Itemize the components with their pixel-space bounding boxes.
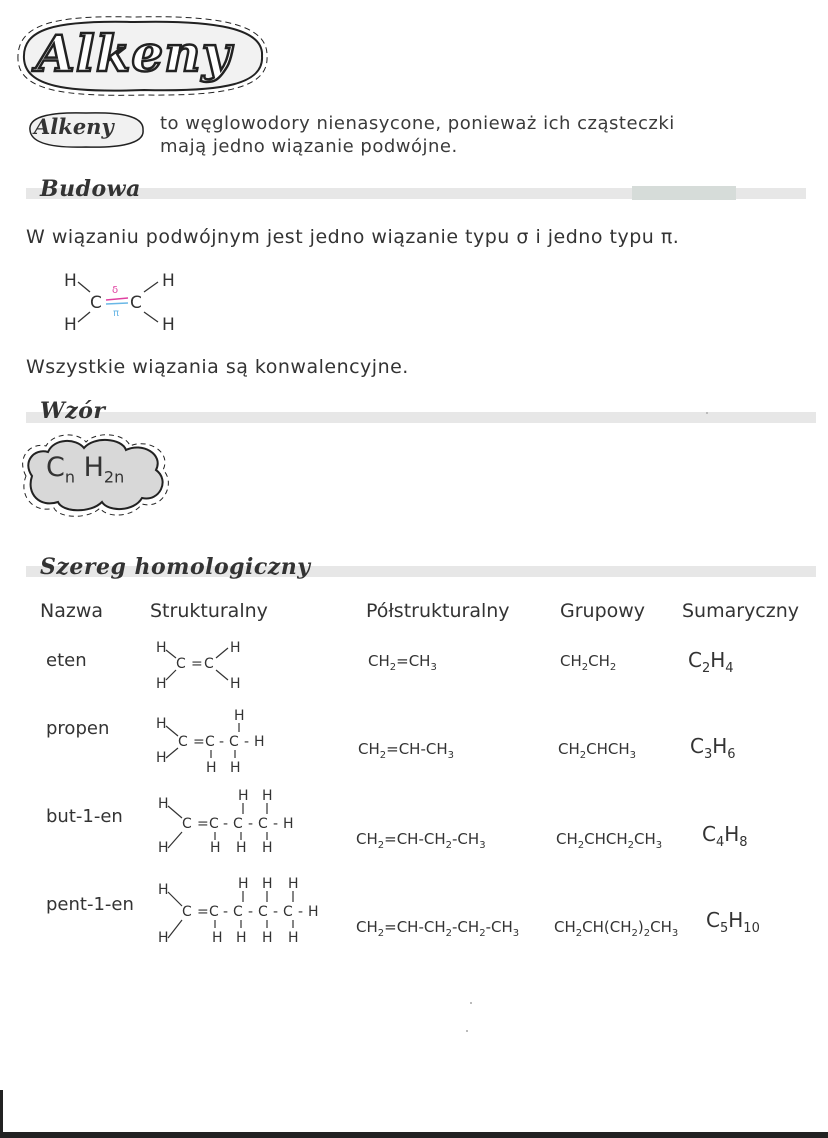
atom-h: H: [283, 816, 294, 832]
page-title: Alkeny: [36, 24, 232, 83]
title-bubble: [14, 14, 270, 96]
atom-h: H: [156, 750, 167, 766]
scan-speck: [470, 1002, 472, 1004]
atom-h: H: [230, 676, 241, 692]
structure-pent-1-en: [152, 870, 348, 946]
atom-h: H: [262, 788, 273, 804]
atom-c: C: [258, 816, 268, 832]
definition-text: [160, 112, 760, 158]
double-bond: =: [191, 656, 203, 672]
single-bond: -: [273, 904, 279, 920]
atom-h: H: [236, 840, 247, 856]
group-eten: $CH_2CH_2$: [560, 652, 617, 673]
section-title-budowa: Budowa: [40, 176, 141, 202]
scan-speck: [466, 1030, 468, 1032]
atom-c: C: [90, 293, 102, 313]
scan-speck: [706, 412, 708, 414]
sum-pent-1-en: $C_5H_{10}$: [706, 908, 760, 936]
atom-h: H: [288, 930, 299, 946]
atom-h: H: [230, 640, 241, 656]
header-grupowy: Grupowy: [560, 600, 646, 622]
semi-propen: $CH_2=CH-CH_3$: [358, 740, 455, 761]
single-bond: -: [244, 734, 250, 750]
atom-c: C: [258, 904, 268, 920]
atom-h: H: [158, 796, 169, 812]
atom-c: C: [209, 904, 219, 920]
atom-h: H: [64, 315, 77, 335]
atom-c: C: [229, 734, 239, 750]
bond-sentence: W wiązaniu podwójnym jest jedno wiązanie typu σ i jedno typu π.: [26, 226, 680, 248]
atom-c: C: [204, 656, 214, 672]
atom-c: C: [130, 293, 142, 313]
accent-bar: [632, 186, 736, 200]
single-bond: -: [298, 904, 304, 920]
single-bond: -: [223, 816, 229, 832]
sigma-label: δ: [112, 285, 119, 296]
definition-term-bubble: [26, 110, 148, 150]
structure-but-1-en: [152, 786, 322, 856]
atom-h: H: [212, 930, 223, 946]
atom-h: H: [162, 271, 175, 291]
atom-c: C: [283, 904, 293, 920]
atom-h: H: [158, 882, 169, 898]
structure-eten: [150, 636, 260, 692]
atom-h: H: [262, 840, 273, 856]
sum-but-1-en: $C_4H_8$: [702, 822, 748, 850]
atom-c: C: [182, 904, 192, 920]
atom-h: H: [156, 640, 167, 656]
formula-cloud: [18, 432, 174, 518]
row-name-propen: propen: [46, 718, 110, 739]
sum-propen: $C_3H_6$: [690, 734, 736, 762]
atom-h: H: [64, 271, 77, 291]
single-bond: -: [223, 904, 229, 920]
atom-h: H: [238, 876, 249, 892]
atom-c: C: [176, 656, 186, 672]
semi-eten: $CH_2=CH_3$: [368, 652, 437, 673]
formula-c-sub: n: [64, 467, 75, 487]
row-name-but-1-en: but-1-en: [46, 806, 123, 827]
formula-c: C: [46, 452, 65, 483]
atom-h: H: [288, 876, 299, 892]
section-band-wzor: [26, 412, 816, 423]
definition-line-1: to węglowodory nienasycone, ponieważ ich cząsteczki: [160, 113, 675, 134]
structure-propen: [150, 706, 290, 776]
ethene-structure: [54, 266, 194, 338]
semi-but-1-en: $CH_2=CH-CH_2-CH_3$: [356, 830, 486, 851]
section-title-szereg: Szereg homologiczny: [40, 554, 311, 580]
atom-h: H: [162, 315, 175, 335]
row-name-eten: eten: [46, 650, 87, 671]
section-title-wzor: Wzór: [40, 398, 106, 424]
definition-term: Alkeny: [34, 114, 114, 139]
atom-h: H: [158, 930, 169, 946]
semi-pent-1-en: $CH_2=CH-CH_2-CH_2-CH_3$: [356, 918, 520, 939]
atom-h: H: [156, 716, 167, 732]
double-bond: =: [197, 816, 209, 832]
atom-h: H: [234, 708, 245, 724]
double-bond: =: [197, 904, 209, 920]
atom-h: H: [206, 760, 217, 776]
single-bond: -: [273, 816, 279, 832]
header-strukturalny: Strukturalny: [150, 600, 268, 622]
header-polstrukturalny: Półstrukturalny: [366, 600, 510, 622]
atom-h: H: [262, 876, 273, 892]
atom-h: H: [254, 734, 265, 750]
group-but-1-en: $CH_2CHCH_2CH_3$: [556, 830, 663, 851]
atom-h: H: [230, 760, 241, 776]
pi-label: π: [113, 308, 120, 319]
general-formula: [46, 452, 124, 486]
atom-c: C: [178, 734, 188, 750]
atom-c: C: [233, 816, 243, 832]
conclusion-sentence: Wszystkie wiązania są konwalencyjne.: [26, 356, 409, 378]
scan-edge-left: [0, 1090, 3, 1138]
atom-h: H: [156, 676, 167, 692]
scan-edge-bottom: [0, 1132, 828, 1138]
atom-c: C: [233, 904, 243, 920]
header-sumaryczny: Sumaryczny: [682, 600, 800, 622]
formula-h: H: [83, 452, 104, 483]
atom-h: H: [210, 840, 221, 856]
header-nazwa: Nazwa: [40, 600, 104, 622]
double-bond: =: [193, 734, 205, 750]
row-name-pent-1-en: pent-1-en: [46, 894, 134, 915]
atom-c: C: [205, 734, 215, 750]
atom-h: H: [158, 840, 169, 856]
single-bond: -: [248, 904, 254, 920]
atom-c: C: [209, 816, 219, 832]
single-bond: -: [219, 734, 225, 750]
atom-h: H: [308, 904, 319, 920]
formula-h-sub: 2n: [103, 467, 125, 487]
atom-c: C: [182, 816, 192, 832]
sum-eten: $C_2H_4$: [688, 648, 734, 676]
definition-line-2: mają jedno wiązanie podwójne.: [160, 136, 458, 157]
single-bond: -: [248, 816, 254, 832]
atom-h: H: [262, 930, 273, 946]
atom-h: H: [238, 788, 249, 804]
group-propen: $CH_2CHCH_3$: [558, 740, 637, 761]
atom-h: H: [236, 930, 247, 946]
group-pent-1-en: $CH_2CH(CH_2)_2CH_3$: [554, 918, 679, 939]
